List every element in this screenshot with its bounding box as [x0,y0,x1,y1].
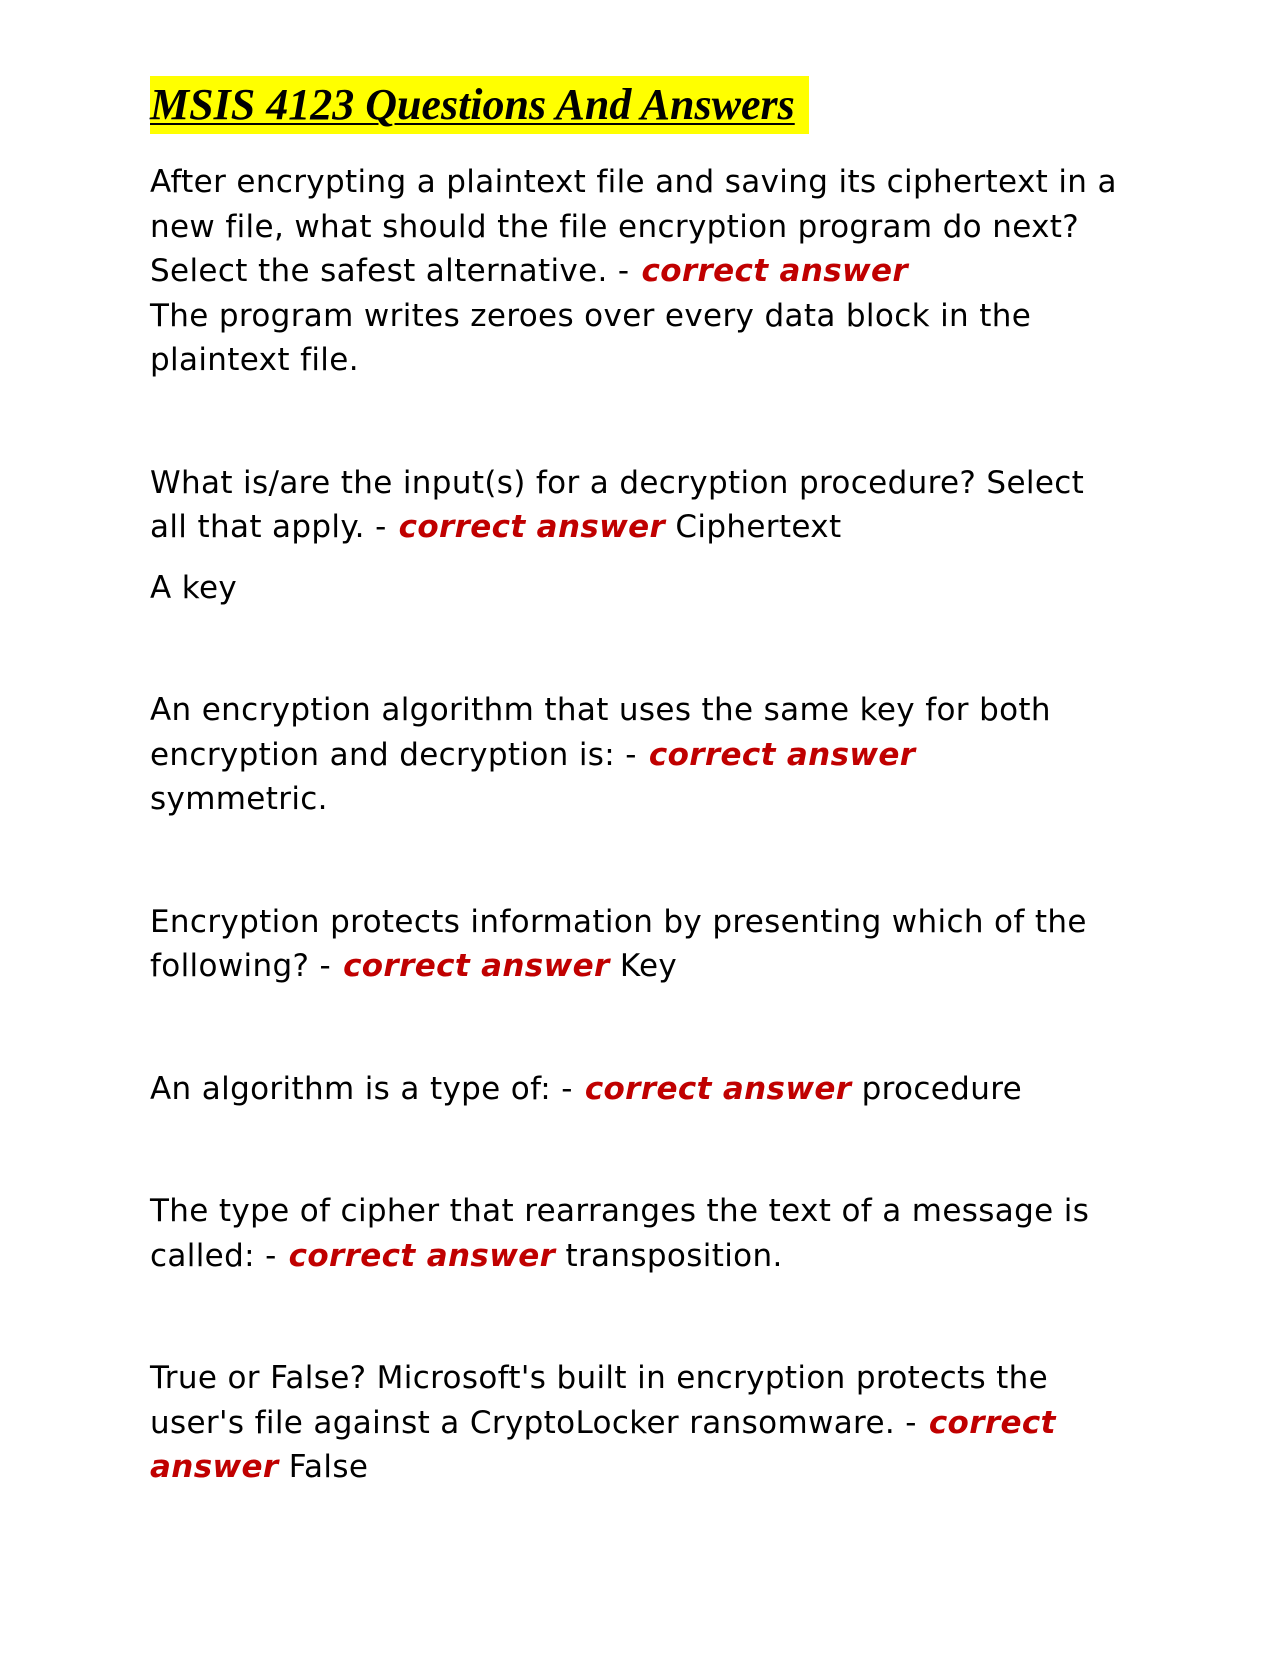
answer-label: correct answer [648,736,916,773]
answer-label: correct answer [641,253,909,289]
qa-item [150,160,1130,383]
qa-item [150,1189,1130,1278]
document-title: MSIS 4123 Questions And Answers [150,76,809,134]
answer-text: The program writes zeroes over every data block in the plaintext file. [150,297,1032,378]
question-text: The type of cipher that rearranges the text of a message is called: - [150,1193,1090,1274]
spacer [150,383,1130,461]
question-text: An algorithm is a type of: - [150,1070,573,1107]
answer-label: correct answer [150,1404,1056,1485]
answer-text: Ciphertext [675,509,842,545]
qa-item [150,900,1130,989]
qa-item [150,1067,1130,1112]
answer-label: correct answer [288,1237,556,1274]
spacer [150,822,1130,900]
answer-text: False [288,1449,369,1485]
spacer [150,989,1130,1067]
question-text: Encryption protects information by presenting which of the following? - [150,903,1087,984]
spacer [150,1278,1130,1356]
question-text: What is/are the input(s) for a decryption procedure? Select all that apply. - [150,464,1085,545]
question-text: An encryption algorithm that uses the same key for both encryption and decryption is: - [150,692,1051,773]
question-text: True or False? Microsoft's built in encryption protects the user's file against a CryptoLocker ransomware. - [150,1360,1049,1441]
answer-extra-line: A key [150,569,238,606]
spacer [150,550,1130,566]
spacer [150,610,1130,688]
question-text: After encrypting a plaintext file and saving its ciphertext in a new file, what should the file encryption program do next? Select the safest alternative. - [150,164,1117,289]
answer-text: Key [619,948,678,984]
answer-text: procedure [861,1070,1023,1107]
answer-text: symmetric. [150,781,328,817]
qa-item [150,1356,1130,1490]
answer-label: correct answer [398,509,666,545]
answer-text: transposition. [565,1237,783,1274]
answer-label: correct answer [343,948,610,984]
title-block [150,76,809,134]
qa-item [150,688,1130,822]
answer-label: correct answer [584,1070,852,1107]
qa-item [150,461,1130,550]
qa-list [150,160,1130,1490]
spacer [150,1111,1130,1189]
